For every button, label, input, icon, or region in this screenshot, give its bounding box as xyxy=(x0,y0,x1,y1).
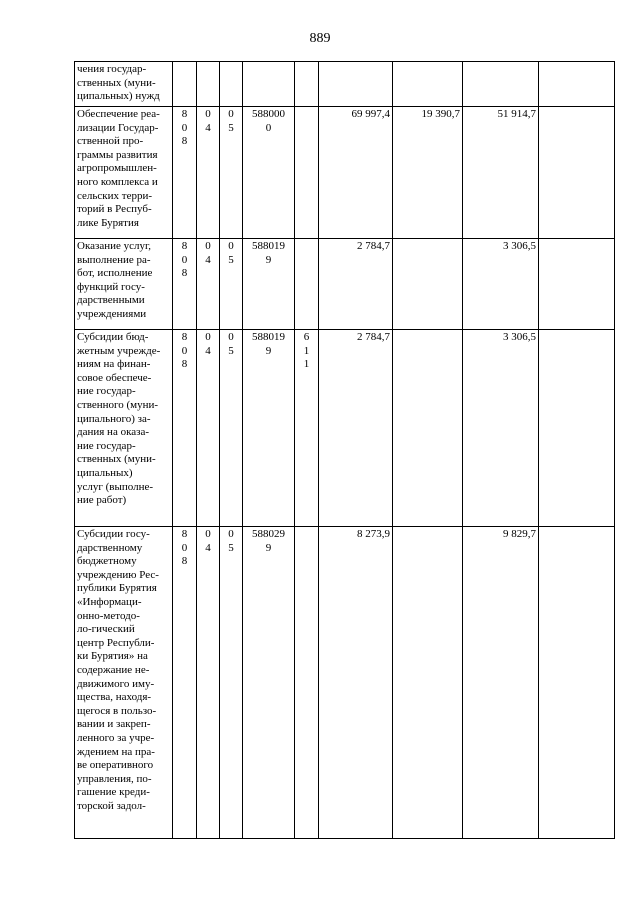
ministry-code: 8 0 8 xyxy=(173,527,197,839)
expense-type-code xyxy=(295,107,319,239)
table-row xyxy=(75,62,615,107)
amount-1: 8 273,9 xyxy=(319,527,393,839)
table-row xyxy=(75,330,615,527)
amount-2 xyxy=(393,239,463,330)
amount-4 xyxy=(539,239,615,330)
budget-table xyxy=(74,61,615,839)
target-article-code xyxy=(243,62,295,107)
target-article-code: 588000 0 xyxy=(243,107,295,239)
amount-4 xyxy=(539,107,615,239)
amount-2 xyxy=(393,62,463,107)
section-code: 0 4 xyxy=(197,107,220,239)
expense-type-code xyxy=(295,527,319,839)
section-code: 0 4 xyxy=(197,527,220,839)
ministry-code xyxy=(173,62,197,107)
amount-3: 9 829,7 xyxy=(463,527,539,839)
amount-2: 19 390,7 xyxy=(393,107,463,239)
table-row xyxy=(75,527,615,839)
expense-type-code xyxy=(295,62,319,107)
subsection-code xyxy=(220,62,243,107)
table-row xyxy=(75,239,615,330)
amount-2 xyxy=(393,527,463,839)
expense-name: Обеспечение реа- лизации Государ- ственной про- граммы развития агропромышлен- ного комплекса и сельских терри- торий в Респуб- лике Бурятия xyxy=(75,107,173,239)
amount-3: 51 914,7 xyxy=(463,107,539,239)
amount-1 xyxy=(319,62,393,107)
ministry-code: 8 0 8 xyxy=(173,107,197,239)
amount-1: 69 997,4 xyxy=(319,107,393,239)
section-code: 0 4 xyxy=(197,239,220,330)
expense-type-code xyxy=(295,239,319,330)
page-number: 889 xyxy=(309,31,331,46)
subsection-code: 0 5 xyxy=(220,239,243,330)
expense-type-code: 6 1 1 xyxy=(295,330,319,527)
table-row xyxy=(75,107,615,239)
section-code xyxy=(197,62,220,107)
amount-4 xyxy=(539,330,615,527)
subsection-code: 0 5 xyxy=(220,527,243,839)
ministry-code: 8 0 8 xyxy=(173,330,197,527)
amount-3: 3 306,5 xyxy=(463,330,539,527)
amount-4 xyxy=(539,527,615,839)
amount-1: 2 784,7 xyxy=(319,239,393,330)
amount-3: 3 306,5 xyxy=(463,239,539,330)
expense-name: Субсидии бюд- жетным учрежде- ниям на финан- совое обеспече- ние государ- ственного (муни- ципального) за- дания на оказа- ние государ- ственных (муни- ципальных) услуг (выполне- ние работ) xyxy=(75,330,173,527)
amount-3 xyxy=(463,62,539,107)
amount-4 xyxy=(539,62,615,107)
target-article-code: 588019 9 xyxy=(243,330,295,527)
target-article-code: 588029 9 xyxy=(243,527,295,839)
amount-2 xyxy=(393,330,463,527)
target-article-code: 588019 9 xyxy=(243,239,295,330)
expense-name: чения государ- ственных (муни- ципальных) нужд xyxy=(75,62,173,107)
expense-name: Оказание услуг, выполнение ра- бот, исполнение функций госу- дарственными учреждениями xyxy=(75,239,173,330)
amount-1: 2 784,7 xyxy=(319,330,393,527)
section-code: 0 4 xyxy=(197,330,220,527)
expense-name: Субсидии госу- дарственному бюджетному учреждению Рес- публики Бурятия «Информаци- онно-методо- ло-гический центр Республи- ки Бурятия» на содержание не- движимого иму- щества, находя- щегося в пользо- вании и закреп- ленного за учре- ждением на пра- ве оперативного управления, по- гашение креди- торской задол- xyxy=(75,527,173,839)
ministry-code: 8 0 8 xyxy=(173,239,197,330)
subsection-code: 0 5 xyxy=(220,107,243,239)
subsection-code: 0 5 xyxy=(220,330,243,527)
